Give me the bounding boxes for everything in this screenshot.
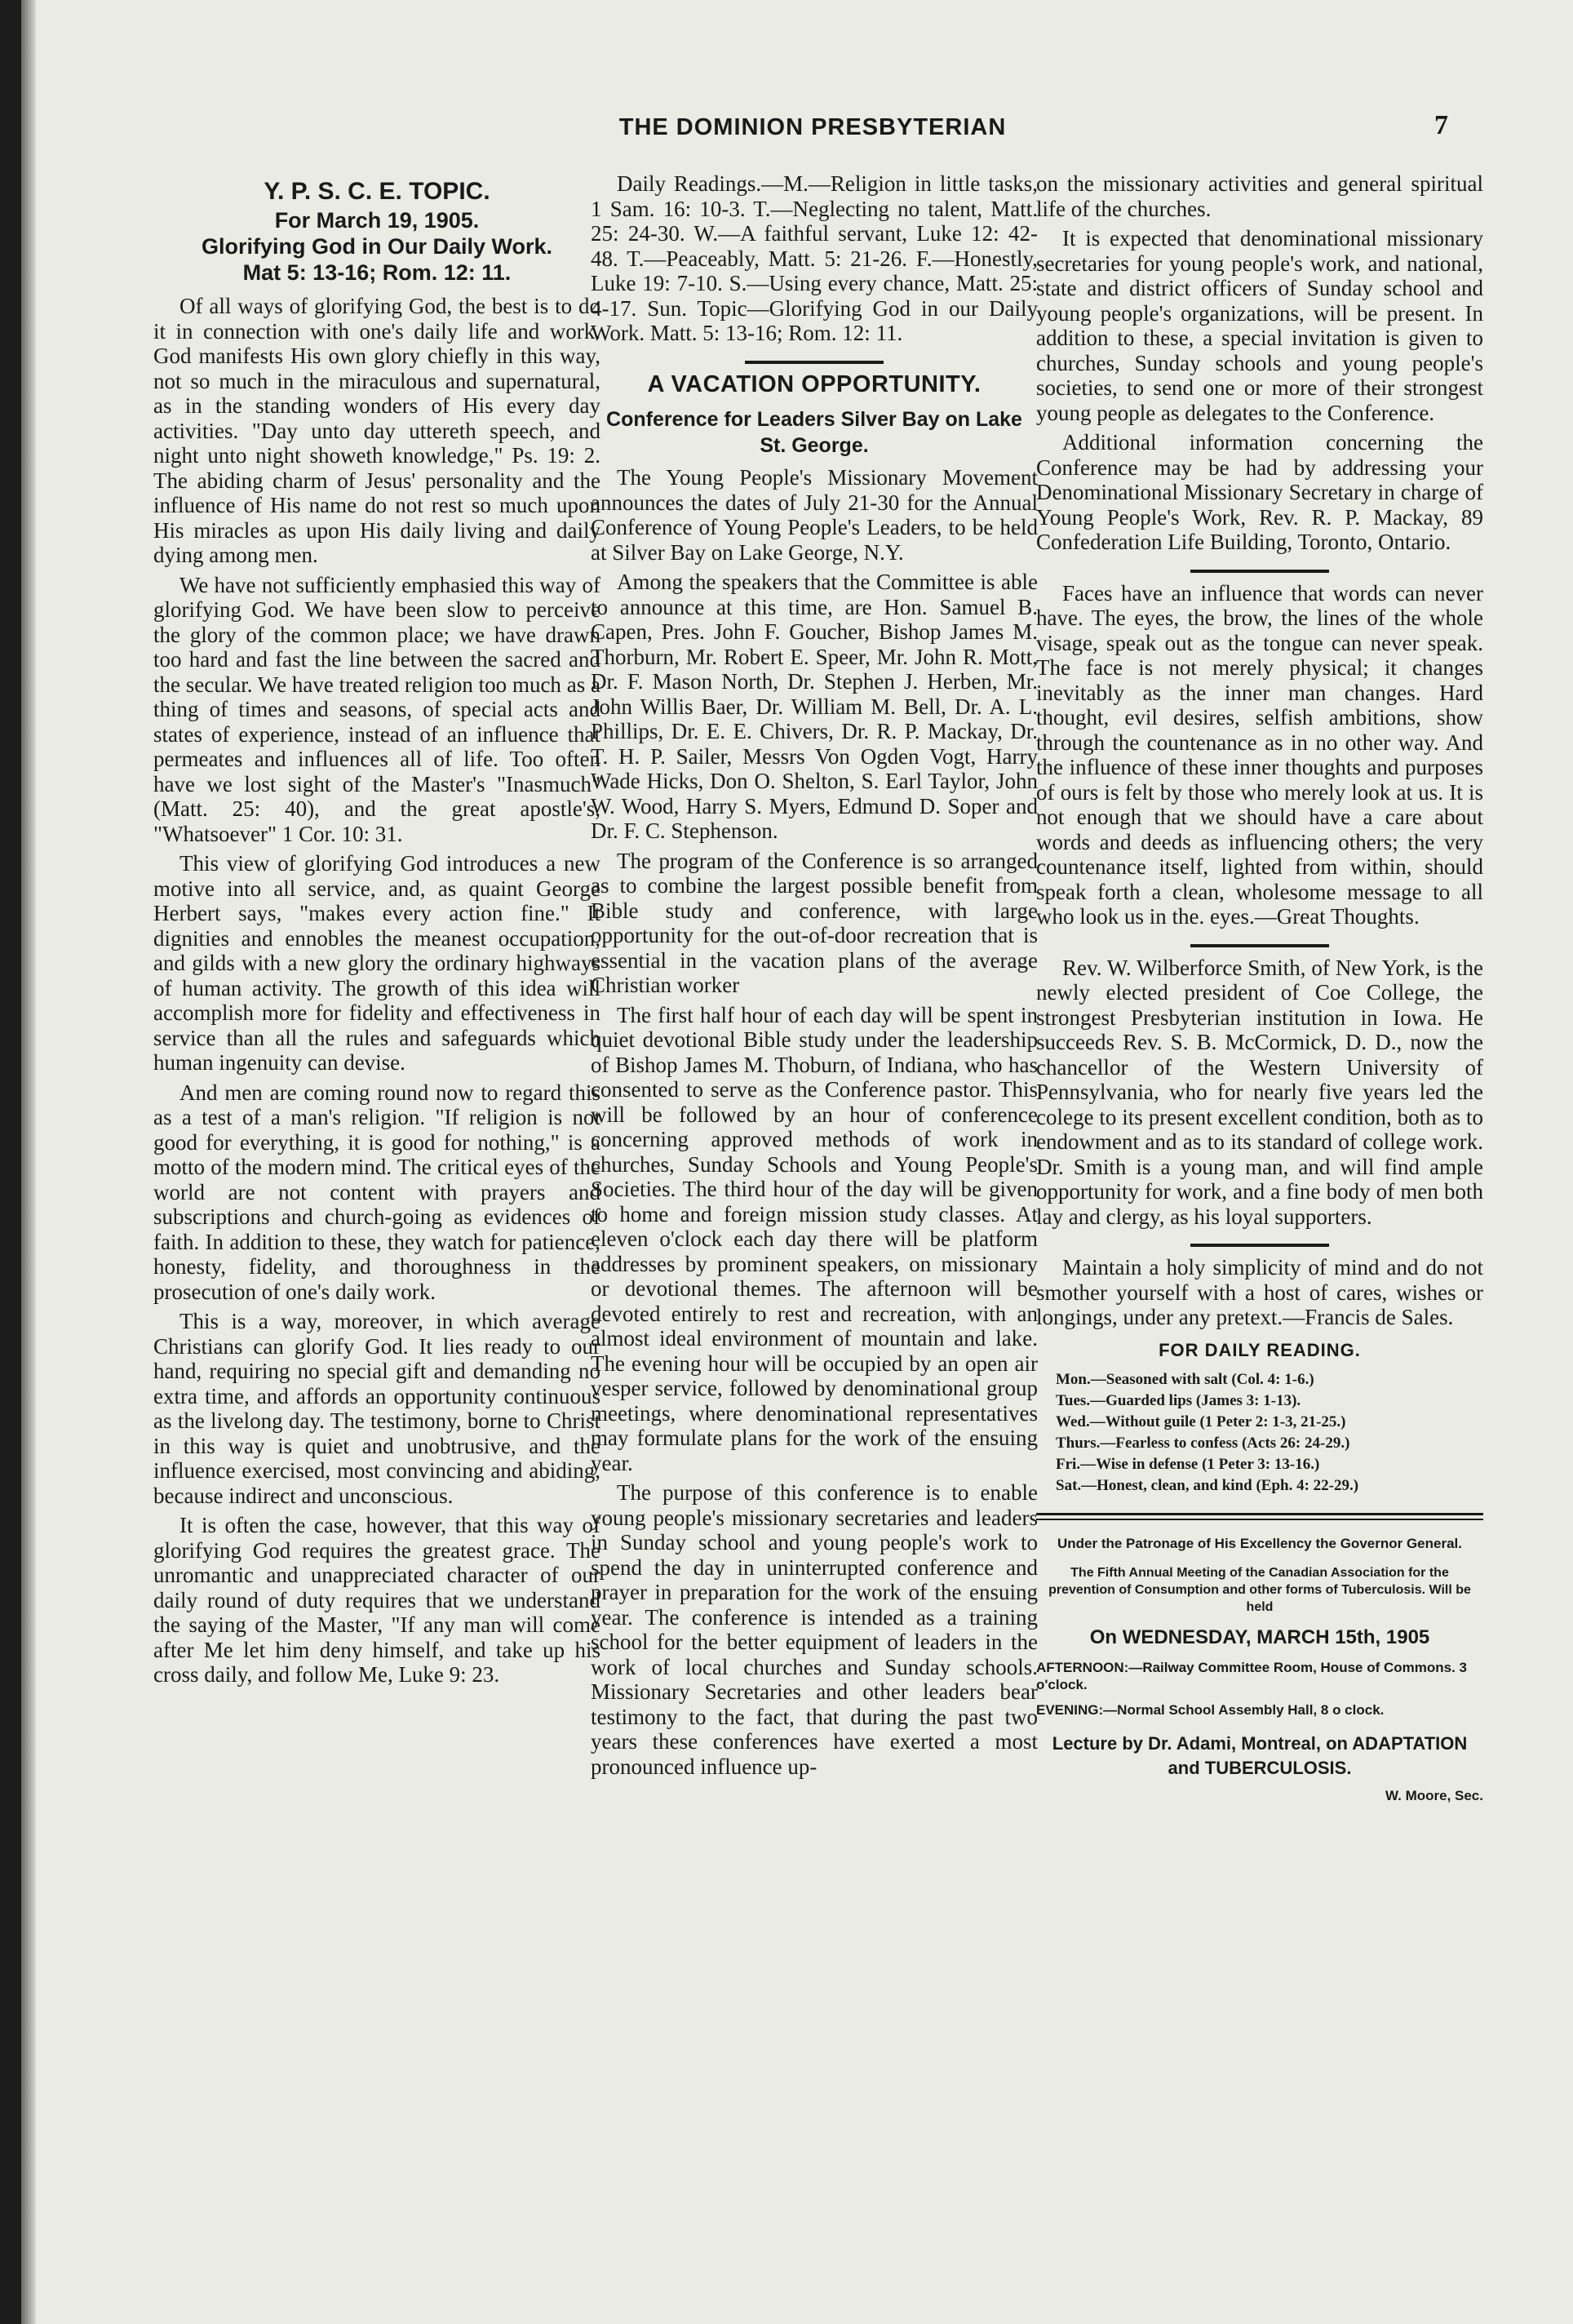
paragraph: The program of the Conference is so arranged as to combine the largest possible benefit from Bible study and conference, with large opportunity for the out-of-door recreation that is essential in the vacation plans of the average Christian worker	[591, 848, 1038, 997]
paragraph: It is often the case, however, that this way of glorifying God requires the greatest grace. The unromantic and unappreciated character of our daily round of duty requires that we understand the saying of the Master, "If any man will come after Me let him deny himself, and take up his cross daily, and follow Me, Luke 9: 23.	[153, 1513, 600, 1687]
newspaper-page	[21, 0, 1573, 2324]
paragraph: Of all ways of glorifying God, the best is to do it in connection with one's daily life and work. God manifests His own glory chiefly in this way, not so much in the miraculous and supernatural, as in the standing wonders of His every day activities. "Day unto day uttereth speech, and night unto night showeth knowledge," Ps. 19: 2. The abiding charm of Jesus' personality and the influence of His name do not rest so much upon His miracles as upon His daily living and daily dying among men.	[153, 294, 600, 567]
topic-scripture: Mat 5: 13-16; Rom. 12: 11.	[242, 260, 512, 285]
paragraph: Among the speakers that the Committee is able to announce at this time, are Hon. Samuel B. Capen, Pres. John F. Goucher, Bishop James M. Thorburn, Mr. Robert E. Speer, Mr. John R. Mott, Dr. F. Mason North, Dr. Stephen J. Herben, Mr. John Willis Baer, Dr. William M. Bell, Dr. A. L. Phillips, Dr. E. E. Chivers, Dr. R. P. Mackay, Dr. T. H. P. Sailer, Messrs Von Ogden Vogt, Harry Wade Hicks, Don O. Shelton, S. Earl Taylor, John W. Wood, Harry S. Myers, Edmund D. Soper and Dr. F. C. Stephenson.	[591, 570, 1038, 843]
paragraph: Faces have an influence that words can never have. The eyes, the brow, the lines of the whole visage, speak out as the tongue can never speak. The face is not merely physical; it changes inevitably as the inner man changes. Hard thought, evil desires, selfish ambitions, show through the countenance as in no other way. And the influence of these inner thoughts and purposes of ours is felt by those who merely look at us. It is not enough that we should have a care about words and deeds as influencing others; the very countenance itself, lighted from within, should speak forth a clean, wholesome message to all who look us in the. eyes.—Great Thoughts.	[1036, 580, 1483, 929]
paragraph: We have not sufficiently emphasied this way of glorifying God. We have been slow to perceive the glory of the common place; we have drawn too hard and fast the line between the sacred and the secular. We have treated religion too much as a thing of times and seasons, of special acts and states of experience, instead of an influence that permeates and influences all of life. Too often have we lost sight of the Master's "Inasmuch" (Matt. 25: 40), and the great apostle's, "Whatsoever" 1 Cor. 10: 31.	[153, 572, 600, 846]
list-item: Fri.—Wise in defense (1 Peter 3: 13-16.)	[1056, 1456, 1320, 1473]
page-header: THE DOMINION PRESBYTERIAN	[618, 114, 1007, 140]
paragraph: It is expected that denominational missionary secretaries for young people's work, and national, state and district officers of Sunday school and young people's organizations, will be present. In addition to these, a special invitation is given to churches, Sunday schools and young people's societies, to send one or more of their strongest young people as delegates to the Conference.	[1036, 226, 1483, 425]
topic-date: For March 19, 1905.	[274, 208, 480, 233]
paragraph: This is a way, moreover, in which average Christians can glorify God. It lies ready to our hand, requiring no special gift and demanding no extra time, and affords an opportunity continuous as the livelong day. The testimony, borne to Christ in this way is quiet and unobtrusive, and the influence exercised, most convincing and abiding, because indirect and unconscious.	[153, 1309, 600, 1508]
notice-signature: W. Moore, Sec.	[1385, 1787, 1483, 1803]
notice-evening: EVENING:—Normal School Assembly Hall, 8 o clock.	[1036, 1701, 1385, 1718]
meeting-notice	[1036, 1535, 1483, 1808]
paragraph: This view of glorifying God introduces a new motive into all service, and, as quaint George Herbert says, "makes every action fine." It dignities and ennobles the meanest occupation, and gilds with a new glory the ordinary highways of human activity. The growth of this idea will accomplish more for fidelity and effectiveness in service than all the rules and safeguards which human ingenuity can devise.	[153, 851, 600, 1075]
daily-reading-title: FOR DAILY READING.	[1159, 1339, 1361, 1360]
list-item: Sat.—Honest, clean, and kind (Eph. 4: 22-29.)	[1056, 1477, 1359, 1494]
notice-meeting: The Fifth Annual Meeting of the Canadian Association for the prevention of Consumption and other forms of Tuberculosis. Will be held	[1048, 1566, 1471, 1614]
notice-lecture: Lecture by Dr. Adami, Montreal, on ADAPTATION and TUBERCULOSIS.	[1052, 1732, 1468, 1778]
paragraph: Additional information concerning the Conference may be had by addressing your Denominational Missionary Secretary in charge of Young People's Work, Rev. R. P. Mackay, 89 Confederation Life Building, Toronto, Ontario.	[1036, 430, 1483, 554]
list-item: Thurs.—Fearless to confess (Acts 26: 24-29.)	[1056, 1435, 1350, 1452]
list-item: Mon.—Seasoned with salt (Col. 4: 1-6.)	[1056, 1371, 1314, 1388]
divider	[1190, 944, 1329, 947]
page-number: 7	[1434, 110, 1448, 140]
double-divider	[1036, 1513, 1483, 1520]
notice-patronage: Under the Patronage of His Excellency the Governor General.	[1057, 1536, 1462, 1551]
notice-afternoon: AFTERNOON:—Railway Committee Room, House of Commons. 3 o'clock.	[1036, 1659, 1467, 1692]
notice-date: On WEDNESDAY, MARCH 15th, 1905	[1089, 1626, 1430, 1648]
daily-readings: Daily Readings.—M.—Religion in little tasks, 1 Sam. 16: 10-3. T.—Neglecting no talent, Matt. 25: 24-30. W.—A faithful servant, Luke 12: 42-48. T.—Peaceably, Matt. 5: 21-26. F.—Honestly, Luke 19: 7-10. S.—Using every chance, Matt. 25: 4-17. Sun. Topic—Glorifying God in our Daily Work. Matt. 5: 13-16; Rom. 12: 11.	[591, 171, 1038, 345]
list-item: Tues.—Guarded lips (James 3: 1-13).	[1056, 1392, 1301, 1409]
paragraph: Rev. W. Wilberforce Smith, of New York, is the newly elected president of Coe College, the strongest Presbyterian institution in Iowa. He succeeds Rev. S. B. McCormick, D. D., now the chancellor of the Western University of Pennsylvania, who for nearly five years led the colege to its present excellent condition, both as to endowment and as to its standard of college work. Dr. Smith is a young man, and will find ample opportunity for work, and a fine body of men both lay and clergy, as his loyal supporters.	[1036, 955, 1483, 1229]
column-1	[153, 171, 600, 1692]
paragraph: The purpose of this conference is to enable young people's missionary secretaries and leaders in Sunday school and young people's work to spend the day in uninterrupted conference and prayer in preparation for the work of the ensuing year. The conference is intended as a training school for the better equipment of leaders in the work of local churches and Sunday schools. Missionary Secretaries and other leaders bear testimony to the fact, that during the past two years these conferences have exerted a most pronounced influence up-	[591, 1480, 1038, 1779]
paragraph: The Young People's Missionary Movement announces the dates of July 21-30 for the Annual Conference of Young People's Leaders, to be held at Silver Bay on Lake George, N.Y.	[591, 465, 1038, 565]
paragraph: Maintain a holy simplicity of mind and do not smother yourself with a host of cares, wishes or longings, under any pretext.—Francis de Sales.	[1036, 1255, 1483, 1329]
column-2	[591, 171, 1038, 1784]
divider	[745, 361, 884, 364]
divider	[1190, 570, 1329, 573]
vacation-title: A VACATION OPPORTUNITY.	[647, 370, 981, 397]
list-item: Wed.—Without guile (1 Peter 2: 1-3, 21-25.)	[1056, 1413, 1346, 1430]
divider	[1190, 1244, 1329, 1247]
daily-reading-list	[1056, 1369, 1483, 1497]
conference-title: Conference for Leaders Silver Bay on Lake St. George.	[606, 408, 1022, 457]
topic-title: Y. P. S. C. E. TOPIC.	[264, 178, 490, 205]
paragraph: The first half hour of each day will be spent in quiet devotional Bible study under the leadership of Bishop James M. Thoburn, of Indiana, who has consented to serve as the Conference pastor. This will be followed by an hour of conference concerning approved methods of work in churches, Sunday Schools and Young People's Societies. The third hour of the day will be given to home and foreign mission study classes. At eleven o'clock each day there will be platform addresses by prominent speakers, on missionary or devotional themes. The afternoon will be devoted entirely to rest and recreation, with an almost ideal environment of mountain and lake. The evening hour will be occupied by an open air vesper service, followed by denominational group meetings, where denominational representatives may formulate plans for the work of the ensuing year.	[591, 1002, 1038, 1475]
paragraph: And men are coming round now to regard this as a test of a man's religion. "If religion is not good for everything, it is good for nothing," is a motto of the modern mind. The critical eyes of the world are not content with prayers and subscriptions and church-going as evidences of faith. In addition to these, they watch for patience, honesty, fidelity, and thoroughness in the prosecution of one's daily work.	[153, 1080, 600, 1304]
column-3	[1036, 171, 1483, 1808]
paragraph: on the missionary activities and general spiritual life of the churches.	[1036, 171, 1483, 221]
topic-subject: Glorifying God in Our Daily Work.	[201, 234, 553, 259]
